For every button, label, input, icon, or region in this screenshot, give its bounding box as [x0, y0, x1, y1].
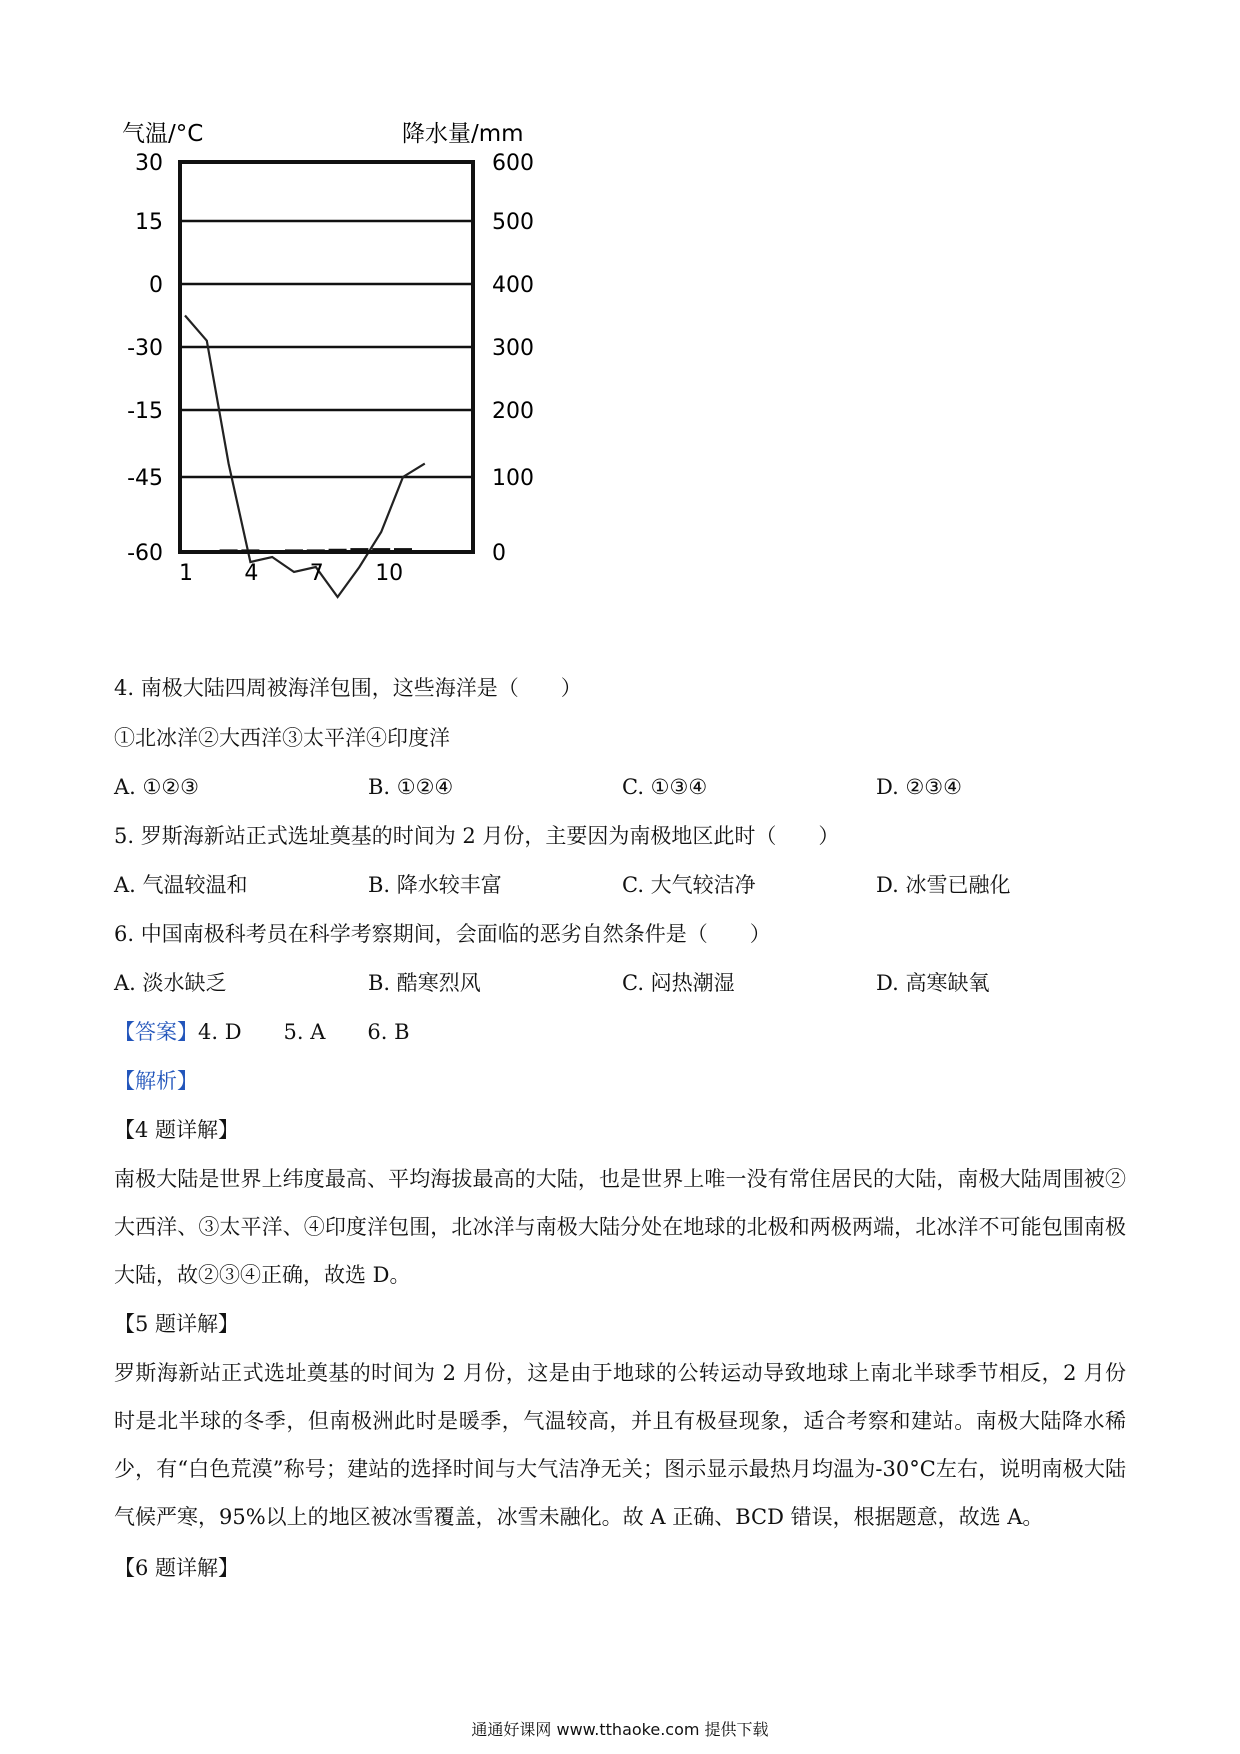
right-tick-label: 500 [492, 210, 534, 235]
question-4-extra: ①北冰洋②大西洋③太平洋④印度洋 [114, 726, 450, 750]
x-axis-ticks [179, 561, 403, 586]
right-tick-label: 600 [492, 151, 534, 176]
q5-option-c: C. 大气较洁净 [622, 873, 756, 897]
q6-option-b: B. 酷寒烈风 [368, 971, 481, 995]
right-tick-label: 300 [492, 336, 534, 361]
left-tick-label: 0 [149, 273, 163, 298]
left-tick-label: -60 [127, 541, 163, 566]
right-tick-label: 200 [492, 399, 534, 424]
q4-option-d: D. ②③④ [876, 775, 962, 799]
climate-chart [0, 0, 560, 620]
left-tick-label: -45 [127, 466, 163, 491]
left-tick-label: 15 [135, 210, 163, 235]
section-4-body: 南极大陆是世界上纬度最高、平均海拔最高的大陆，也是世界上唯一没有常住居民的大陆，南极大陆周围被②大西洋、③太平洋、④印度洋包围，北冰洋与南极大陆分处在地球的北极和两极两端，北冰洋不可能包围南极大陆，故②③④正确，故选 D。 [114, 1167, 1126, 1287]
q5-option-d: D. 冰雪已融化 [876, 873, 1011, 897]
left-axis-ticks [127, 151, 163, 566]
left-tick-label: -30 [127, 336, 163, 361]
right-tick-label: 100 [492, 466, 534, 491]
x-tick-label: 10 [375, 561, 404, 586]
q4-option-a: A. ①②③ [114, 775, 199, 799]
question-6: 6. 中国南极科考员在科学考察期间，会面临的恶劣自然条件是（ ） [114, 922, 771, 946]
q6-option-d: D. 高寒缺氧 [876, 971, 990, 995]
right-tick-label: 400 [492, 273, 534, 298]
x-tick-label: 4 [244, 561, 259, 586]
section-5-heading: 【5 题详解】 [114, 1312, 240, 1336]
question-5: 5. 罗斯海新站正式选址奠基的时间为 2 月份，主要因为南极地区此时（ ） [114, 824, 840, 848]
section-5-body: 罗斯海新站正式选址奠基的时间为 2 月份，这是由于地球的公转运动导致地球上南北半球季节相反，2 月份时是北半球的冬季，但南极洲此时是暖季，气温较高，并且有极昼现象，适合考察和建站。南极大陆降水稀少，有“白色荒漠”称号；建站的选择时间与大气洁净无关；图示显示最热月均温为-30°C左右，说明南极大陆气候严寒，95%以上的地区被冰雪覆盖，冰雪未融化。故 A 正确、BCD 错误，根据题意，故选 A。 [114, 1361, 1126, 1529]
right-tick-label: 0 [492, 541, 506, 566]
q5-option-a: A. 气温较温和 [114, 873, 248, 897]
left-axis-label: 气温/°C [122, 121, 204, 147]
q4-option-b: B. ①②④ [368, 775, 454, 799]
q6-option-a: A. 淡水缺乏 [114, 971, 227, 995]
left-tick-label: -15 [127, 399, 163, 424]
q4-option-c: C. ①③④ [622, 775, 708, 799]
answer-text: 4. D 5. A 6. B [198, 1020, 410, 1044]
page-footer: 通通好课网 www.tthaoke.com 提供下载 [471, 1720, 769, 1739]
answer-tag: 【答案】 [114, 1020, 198, 1044]
left-tick-label: 30 [135, 151, 163, 176]
x-tick-label: 1 [179, 561, 193, 586]
section-4-heading: 【4 题详解】 [114, 1118, 240, 1142]
analysis-tag: 【解析】 [114, 1069, 198, 1093]
q5-option-b: B. 降水较丰富 [368, 873, 502, 897]
right-axis-ticks [492, 151, 534, 566]
q6-option-c: C. 闷热潮湿 [622, 971, 735, 995]
temperature-line [185, 316, 425, 598]
x-tick-label: 7 [309, 561, 324, 586]
answer-line [114, 1017, 410, 1047]
right-axis-label: 降水量/mm [402, 121, 524, 147]
section-6-heading: 【6 题详解】 [114, 1556, 240, 1580]
question-4: 4. 南极大陆四周被海洋包围，这些海洋是（ ） [114, 676, 582, 700]
